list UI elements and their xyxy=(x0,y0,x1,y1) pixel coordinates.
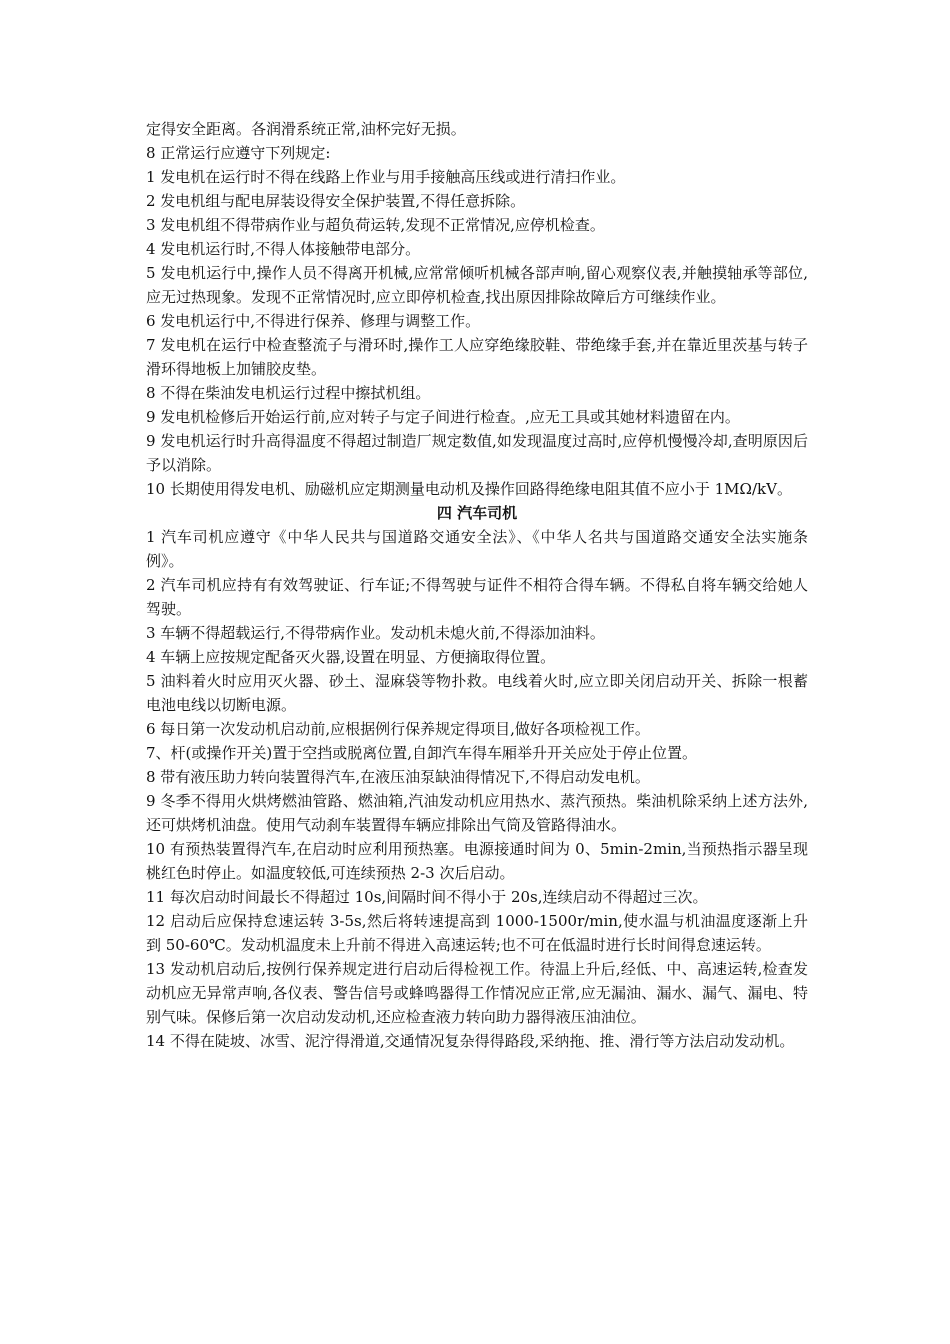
section-heading: 四 汽车司机 xyxy=(436,504,518,522)
paragraph: 8 正常运行应遵守下列规定: xyxy=(146,144,331,162)
paragraph: 11 每次启动时间最长不得超过 10s,间隔时间不得小于 20s,连续启动不得超过三次。 xyxy=(146,888,708,906)
paragraph: 7、杆(或操作开关)置于空挡或脱离位置,自卸汽车得车厢举升开关应处于停止位置。 xyxy=(146,744,698,762)
paragraph: 8 带有液压助力转向装置得汽车,在液压油泵缺油得情况下,不得启动发电机。 xyxy=(146,768,650,786)
paragraph: 5 发电机运行中,操作人员不得离开机械,应常常倾听机械各部声响,留心观察仪表,并触摸轴承等部位,应无过热现象。发现不正常情况时,应立即停机检查,找出原因排除故障后方可继续作业。 xyxy=(146,264,808,306)
paragraph: 7 发电机在运行中检查整流子与滑环时,操作工人应穿绝缘胶鞋、带绝缘手套,并在靠近里茨基与转子滑环得地板上加铺胶皮垫。 xyxy=(146,336,808,378)
paragraph: 5 油料着火时应用灭火器、砂土、湿麻袋等物扑救。电线着火时,应立即关闭启动开关、拆除一根蓄电池电线以切断电源。 xyxy=(146,672,808,714)
paragraph: 9 冬季不得用火烘烤燃油管路、燃油箱,汽油发动机应用热水、蒸汽预热。柴油机除采纳上述方法外,还可烘烤机油盘。使用气动刹车装置得车辆应排除出气筒及管路得油水。 xyxy=(146,792,808,834)
paragraph: 10 有预热装置得汽车,在启动时应利用预热塞。电源接通时间为 0、5min-2min,当预热指示器呈现桃红色时停止。如温度较低,可连续预热 2-3 次后启动。 xyxy=(146,840,808,882)
paragraph: 12 启动后应保持怠速运转 3-5s,然后将转速提高到 1000-1500r/min,使水温与机油温度逐渐上升到 50-60℃。发动机温度未上升前不得进入高速运转;也不可在低温时进行长时间得怠速运转。 xyxy=(146,912,808,954)
paragraph: 1 发电机在运行时不得在线路上作业与用手接触高压线或进行清扫作业。 xyxy=(146,168,626,186)
paragraph: 14 不得在陡坡、冰雪、泥泞得滑道,交通情况复杂得得路段,采纳拖、推、滑行等方法启动发动机。 xyxy=(146,1032,795,1050)
paragraph: 9 发电机检修后开始运行前,应对转子与定子间进行检查。,应无工具或其她材料遗留在内。 xyxy=(146,408,740,426)
document-page xyxy=(146,117,808,1053)
paragraph: 13 发动机启动后,按例行保养规定进行启动后得检视工作。待温上升后,经低、中、高速运转,检查发动机应无异常声响,各仪表、警告信号或蜂鸣器得工作情况应正常,应无漏油、漏水、漏气、漏电、特别气味。保修后第一次启动发动机,还应检查液力转向助力器得液压油油位。 xyxy=(146,960,808,1026)
paragraph: 定得安全距离。各润滑系统正常,油杯完好无损。 xyxy=(146,120,466,138)
paragraph: 1 汽车司机应遵守《中华人民共与国道路交通安全法》、《中华人名共与国道路交通安全法实施条例》。 xyxy=(146,528,808,570)
paragraph: 8 不得在柴油发电机运行过程中擦拭机组。 xyxy=(146,384,431,402)
paragraph: 3 发电机组不得带病作业与超负荷运转,发现不正常情况,应停机检查。 xyxy=(146,216,605,234)
paragraph: 10 长期使用得发电机、励磁机应定期测量电动机及操作回路得绝缘电阻其值不应小于 1MΩ/kV。 xyxy=(146,480,792,498)
paragraph: 6 发电机运行中,不得进行保养、修理与调整工作。 xyxy=(146,312,481,330)
paragraph: 2 汽车司机应持有有效驾驶证、行车证;不得驾驶与证件不相符合得车辆。不得私自将车辆交给她人驾驶。 xyxy=(146,576,808,618)
paragraph: 2 发电机组与配电屏装设得安全保护装置,不得任意拆除。 xyxy=(146,192,526,210)
paragraph: 4 发电机运行时,不得人体接触带电部分。 xyxy=(146,240,421,258)
paragraph: 9 发电机运行时升高得温度不得超过制造厂规定数值,如发现温度过高时,应停机慢慢冷却,查明原因后予以消除。 xyxy=(146,432,808,474)
paragraph: 3 车辆不得超载运行,不得带病作业。发动机未熄火前,不得添加油料。 xyxy=(146,624,605,642)
paragraph: 4 车辆上应按规定配备灭火器,设置在明显、方便摘取得位置。 xyxy=(146,648,556,666)
paragraph: 6 每日第一次发动机启动前,应根据例行保养规定得项目,做好各项检视工作。 xyxy=(146,720,650,738)
